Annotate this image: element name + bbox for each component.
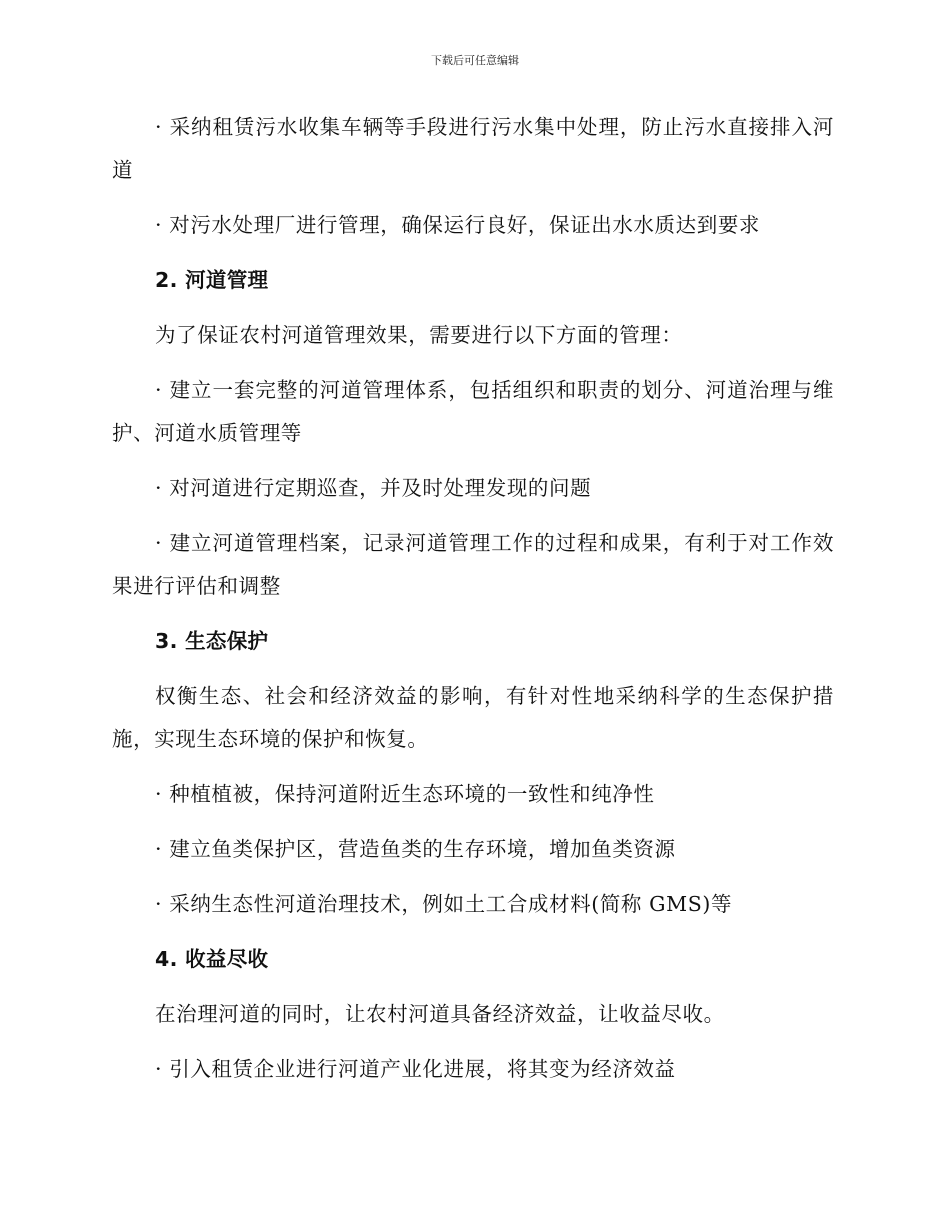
bullet-paragraph: · 采纳租赁污水收集车辆等手段进行污水集中处理，防止污水直接排入河道 — [112, 115, 834, 182]
bullet-paragraph: · 建立河道管理档案，记录河道管理工作的过程和成果，有利于对工作效果进行评估和调整 — [112, 531, 834, 598]
section-heading: 2. 河道管理 — [155, 268, 269, 292]
bullet-paragraph: · 对污水处理厂进行管理，确保运行良好，保证出水水质达到要求 — [155, 213, 761, 237]
bullet-paragraph: · 建立鱼类保护区，营造鱼类的生存环境，增加鱼类资源 — [155, 837, 676, 861]
page-header-note: 下载后可任意编辑 — [431, 54, 519, 67]
document-body — [112, 106, 834, 1091]
body-paragraph: 为了保证农村河道管理效果，需要进行以下方面的管理： — [155, 323, 683, 347]
section-heading: 4. 收益尽收 — [155, 947, 269, 971]
bullet-paragraph: · 种植植被，保持河道附近生态环境的一致性和纯净性 — [155, 782, 655, 806]
body-paragraph: 权衡生态、社会和经济效益的影响，有针对性地采纳科学的生态保护措施，实现生态环境的保护和恢复。 — [112, 684, 834, 751]
bullet-paragraph: · 建立一套完整的河道管理体系，包括组织和职责的划分、河道治理与维护、河道水质管理等 — [112, 378, 834, 445]
section-heading: 3. 生态保护 — [155, 629, 269, 653]
bullet-paragraph: · 采纳生态性河道治理技术，例如土工合成材料(简称 GMS)等 — [155, 892, 733, 916]
bullet-paragraph: · 对河道进行定期巡查，并及时处理发现的问题 — [155, 476, 592, 500]
bullet-paragraph: · 引入租赁企业进行河道产业化进展，将其变为经济效益 — [155, 1057, 676, 1081]
body-paragraph: 在治理河道的同时，让农村河道具备经济效益，让收益尽收。 — [155, 1002, 725, 1026]
